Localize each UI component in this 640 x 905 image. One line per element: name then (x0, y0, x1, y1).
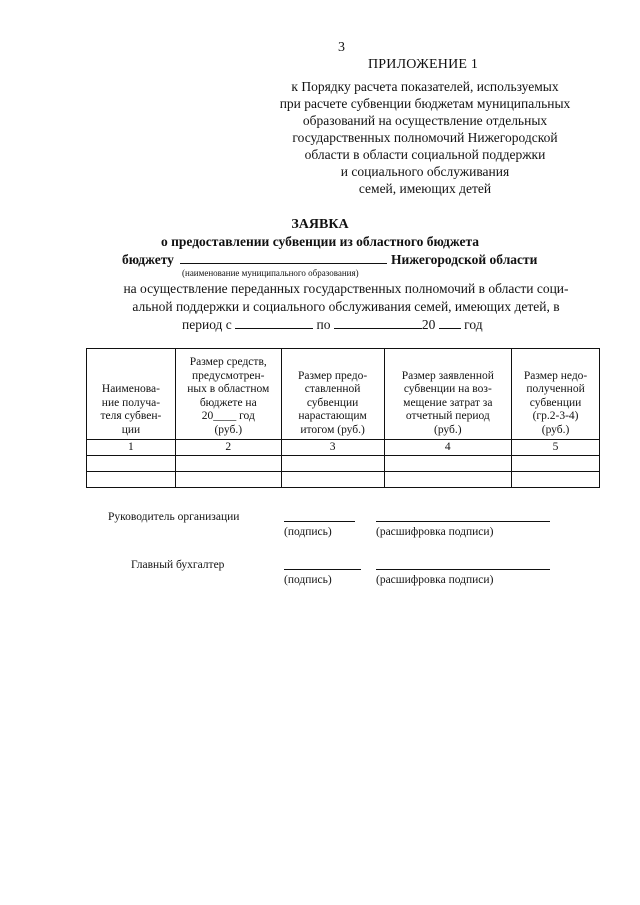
budget-suffix: Нижегородской области (390, 252, 538, 267)
purpose-line: альной поддержки и социального обслуживания семей, имеющих детей, в (132, 299, 560, 314)
table-cell[interactable] (175, 472, 281, 488)
table-cell[interactable] (512, 456, 600, 472)
appendix-title: ПРИЛОЖЕНИЕ 1 (368, 57, 479, 72)
table-cell[interactable] (87, 472, 176, 488)
signature-line[interactable] (284, 569, 361, 570)
document-title: ЗАЯВКА (291, 217, 349, 232)
purpose-line: на осуществление переданных государственных полномочий в области соци- (123, 281, 569, 296)
table-cell[interactable] (384, 472, 512, 488)
signature-line[interactable] (284, 521, 355, 522)
table-cell[interactable] (384, 456, 512, 472)
table-cell[interactable] (512, 472, 600, 488)
application-table (86, 348, 600, 488)
signature-caption: (подпись) (284, 526, 332, 538)
table-header-cell: Размер недо- полученной субвенции (гр.2-3-4) (руб.) (512, 349, 600, 440)
municipality-blank[interactable] (180, 251, 387, 264)
period-year-blank[interactable] (439, 316, 461, 329)
signature-role: Главный бухгалтер (131, 559, 225, 571)
column-number: 4 (384, 440, 512, 456)
signature-name-line[interactable] (376, 521, 550, 522)
table-row (87, 472, 600, 488)
table-number-row (87, 440, 600, 456)
page-number: 3 (338, 40, 345, 55)
table-header-cell: Размер заявленной субвенции на воз- мещение затрат за отчетный период (руб.) (384, 349, 512, 440)
signature-name-caption: (расшифровка подписи) (376, 574, 494, 586)
period-year-prefix: 20 (421, 317, 436, 332)
document-subtitle: о предоставлении субвенции из областного бюджета (160, 234, 480, 249)
appendix-line: семей, имеющих детей (358, 181, 492, 196)
period-prefix: период с (182, 317, 232, 332)
signature-name-line[interactable] (376, 569, 550, 570)
column-number: 5 (512, 440, 600, 456)
appendix-line: области в области социальной поддержки (304, 147, 546, 162)
budget-line (122, 251, 537, 268)
period-suffix: год (464, 317, 483, 332)
table-row (87, 456, 600, 472)
table-cell[interactable] (281, 456, 384, 472)
table-cell[interactable] (87, 456, 176, 472)
period-start-blank[interactable] (235, 316, 313, 329)
signature-name-caption: (расшифровка подписи) (376, 526, 494, 538)
table-cell[interactable] (175, 456, 281, 472)
period-mid: по (316, 317, 331, 332)
appendix-line: образований на осуществление отдельных (302, 113, 548, 128)
table-cell[interactable] (281, 472, 384, 488)
appendix-line: при расчете субвенции бюджетам муниципальных (279, 96, 571, 111)
column-number: 2 (175, 440, 281, 456)
table-header-row (87, 349, 600, 440)
appendix-line: государственных полномочий Нижегородской (292, 130, 558, 145)
appendix-description (250, 78, 600, 197)
signature-role: Руководитель организации (108, 511, 240, 523)
table-header-cell: Наименова- ние получа- теля субвен- ции (87, 349, 176, 440)
budget-prefix: бюджету (122, 252, 174, 267)
municipality-caption: (наименование муниципального образования) (182, 268, 359, 278)
table-header-cell: Размер средств, предусмотрен- ных в областном бюджете на 20____ год (руб.) (175, 349, 281, 440)
period-end-blank[interactable] (334, 316, 422, 329)
period-line (182, 316, 483, 333)
column-number: 1 (87, 440, 176, 456)
appendix-line: и социального обслуживания (340, 164, 510, 179)
purpose-text (86, 280, 606, 316)
table-header-cell: Размер предо- ставленной субвенции нарастающим итогом (руб.) (281, 349, 384, 440)
signature-caption: (подпись) (284, 574, 332, 586)
appendix-line: к Порядку расчета показателей, используемых (291, 79, 559, 94)
column-number: 3 (281, 440, 384, 456)
